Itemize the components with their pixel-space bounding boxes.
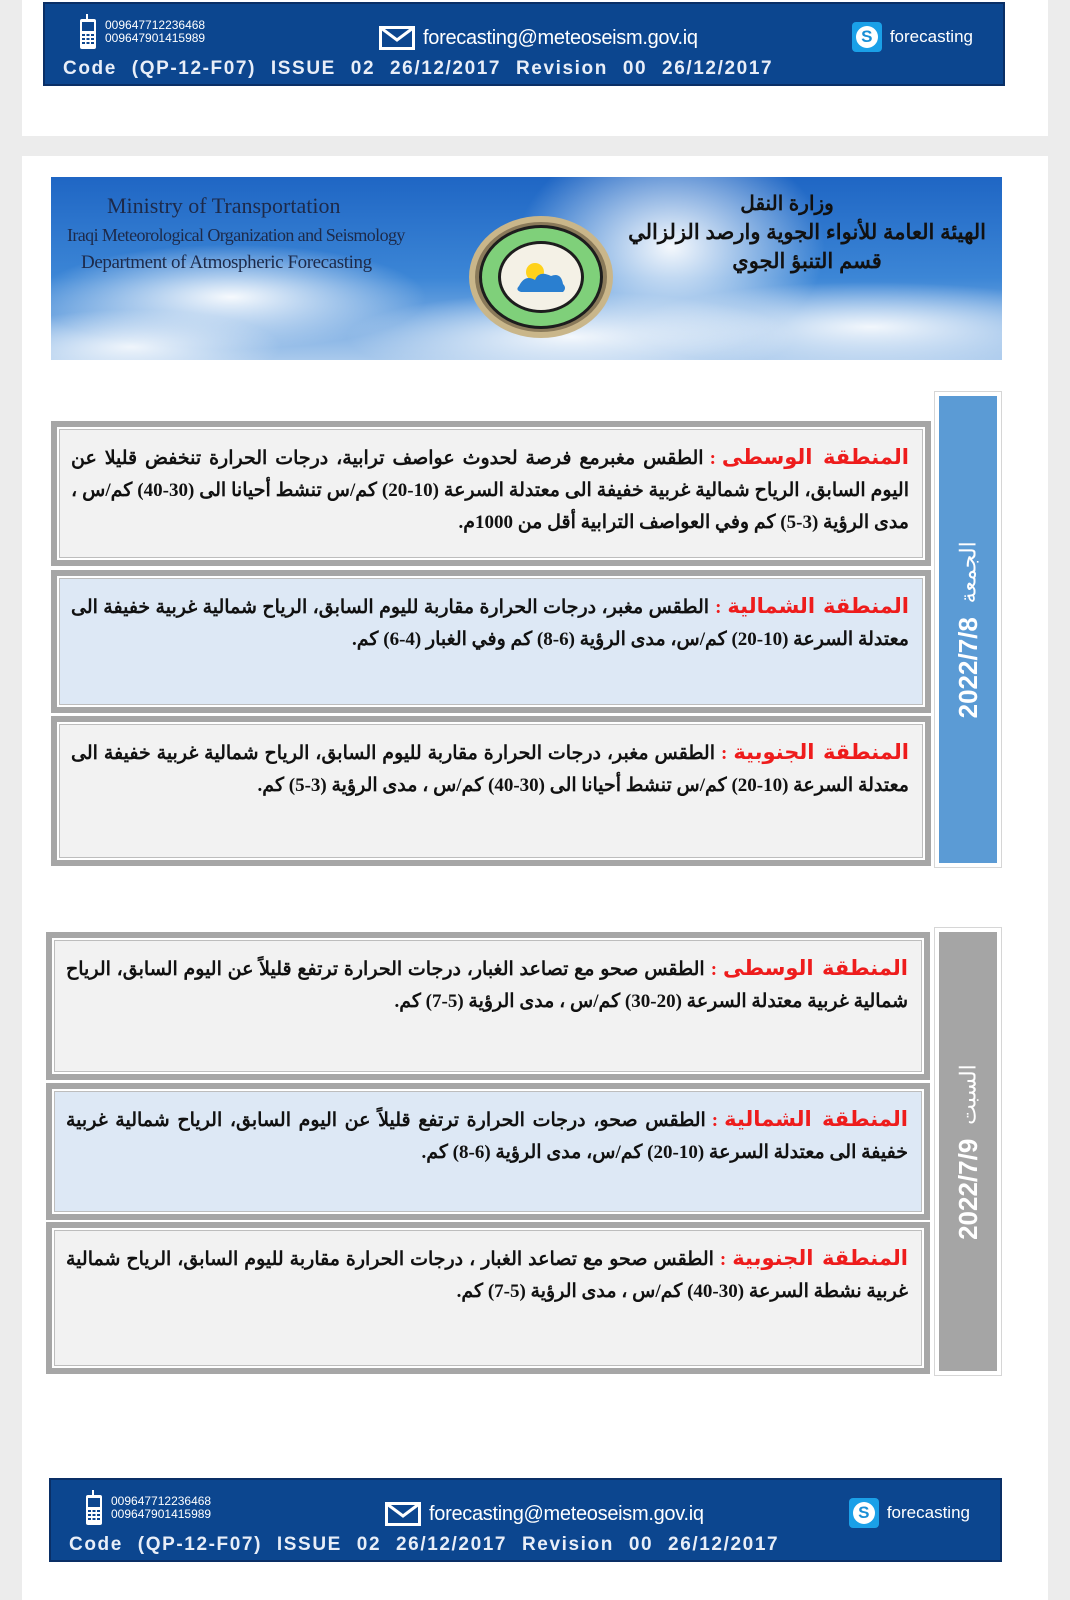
phone-number-1: 009647712236468	[105, 18, 206, 32]
day-label-friday	[935, 392, 1001, 867]
region-separator: :	[715, 597, 722, 618]
skype-block	[849, 1498, 970, 1528]
day-date: 2022/7/9	[952, 1138, 983, 1240]
skype-handle: forecasting	[886, 1503, 970, 1522]
region-separator: :	[719, 1249, 727, 1270]
organization-name-en: Iraqi Meteorological Organization and Seismology	[67, 225, 405, 245]
email-block	[385, 1502, 704, 1526]
day-label-saturday	[935, 928, 1001, 1375]
region-forecast-text: الطقس مغبر، درجات الحرارة مقاربة لليوم السابق، الرياح شمالية غربية خفيفة الى معتدلة السرعة (10-20) كم/س، مدى الرؤية (6-8) كم وفي الغبار (4-6) كم.	[71, 597, 909, 650]
contact-bar-top	[43, 2, 1005, 86]
email-address[interactable]: forecasting@meteoseism.gov.iq	[423, 26, 698, 49]
region-forecast-text: الطقس مغبرمع فرصة لحدوث عواصف ترابية، درجات الحرارة تنخفض قليلا عن اليوم السابق، الرياح شمالية غربية خفيفة الى معتدلة السرعة (10-20) كم/س تنشط أحيانا الى (30-40) كم/س ، مدى الرؤية (3-5) كم وفي العواصف الترابية أقل من 1000م.	[71, 448, 910, 533]
region-name: المنطقة الجنوبية	[732, 1246, 908, 1270]
skype-icon: S	[849, 1498, 879, 1528]
contact-bar-bottom	[49, 1478, 1002, 1562]
department-name-en: Department of Atmospheric Forecasting	[81, 252, 372, 273]
organization-seal-logo	[467, 214, 615, 340]
region-forecast-text: الطقس مغبر، درجات الحرارة مقاربة لليوم السابق، الرياح شمالية غربية خفيفة الى معتدلة السرعة (10-20) كم/س تنشط أحيانا الى (30-40) كم/س ، مدى الرؤية (3-5) كم.	[71, 743, 909, 796]
day-name: السبت	[955, 1063, 980, 1125]
region-forecast-text: الطقس صحو مع تصاعد الغبار ، درجات الحرارة مقاربة لليوم السابق، الرياح شمالية غربية نشطة السرعة (30-40) كم/س ، مدى الرؤية (5-7) كم.	[66, 1249, 908, 1302]
region-name: المنطقة الوسطى	[721, 445, 909, 469]
forecast-central-region-day2	[46, 932, 930, 1080]
region-separator: :	[720, 743, 728, 764]
region-name: المنطقة الوسطى	[723, 956, 908, 980]
region-name: المنطقة الشمالية	[727, 594, 909, 618]
region-name: المنطقة الشمالية	[724, 1107, 908, 1131]
envelope-icon	[385, 1502, 421, 1526]
phone-number-2: 009647901415989	[111, 1507, 212, 1521]
header-banner	[51, 177, 1002, 360]
mobile-phone-icon	[85, 1490, 103, 1526]
skype-handle: forecasting	[889, 27, 973, 46]
banner-english-text	[67, 193, 405, 274]
mobile-phone-icon	[79, 14, 97, 50]
skype-block	[852, 22, 973, 52]
forecast-northern-region-day1	[51, 570, 931, 713]
phone-number-1: 009647712236468	[111, 1494, 212, 1508]
phone-block	[79, 14, 205, 50]
ministry-name-en: Ministry of Transportation	[107, 193, 341, 218]
region-separator: :	[710, 959, 718, 980]
envelope-icon	[379, 26, 415, 50]
forecast-southern-region-day2	[46, 1222, 930, 1374]
forecast-page	[22, 156, 1048, 1600]
region-name: المنطقة الجنوبية	[733, 740, 909, 764]
region-separator: :	[709, 448, 716, 469]
skype-icon: S	[852, 22, 882, 52]
forecast-northern-region-day2	[46, 1083, 930, 1220]
email-block	[379, 26, 698, 50]
region-forecast-text: الطقس صحو مع تصاعد الغبار، درجات الحرارة ترتفع قليلاً عن اليوم السابق، الرياح شمالية غربية معتدلة السرعة (20-30) كم/س ، مدى الرؤية (5-7) كم.	[66, 959, 908, 1012]
ministry-name-ar: وزارة النقل	[740, 193, 834, 215]
document-code-line: Code (QP-12-F07) ISSUE 02 26/12/2017 Revision 00 26/12/2017	[63, 58, 774, 79]
forecast-central-region-day1	[51, 421, 931, 566]
document-code-line: Code (QP-12-F07) ISSUE 02 26/12/2017 Revision 00 26/12/2017	[69, 1534, 780, 1555]
banner-arabic-text	[628, 191, 986, 274]
phone-number-2: 009647901415989	[105, 31, 206, 45]
region-separator: :	[711, 1110, 719, 1131]
phone-block	[85, 1490, 211, 1526]
email-address[interactable]: forecasting@meteoseism.gov.iq	[429, 1502, 704, 1525]
region-forecast-text: الطقس صحو، درجات الحرارة ترتفع قليلاً عن اليوم السابق، الرياح شمالية غربية خفيفة الى معتدلة السرعة (10-20) كم/س، مدى الرؤية (6-8) كم.	[66, 1110, 908, 1163]
day-name: الجمعة	[955, 540, 980, 603]
day-date: 2022/7/8	[952, 616, 983, 719]
department-name-ar: قسم التنبؤ الجوي	[732, 250, 882, 273]
forecast-southern-region-day1	[51, 716, 931, 866]
organization-name-ar: الهيئة العامة للأنواء الجوية وارصد الزلزالي	[628, 221, 986, 244]
